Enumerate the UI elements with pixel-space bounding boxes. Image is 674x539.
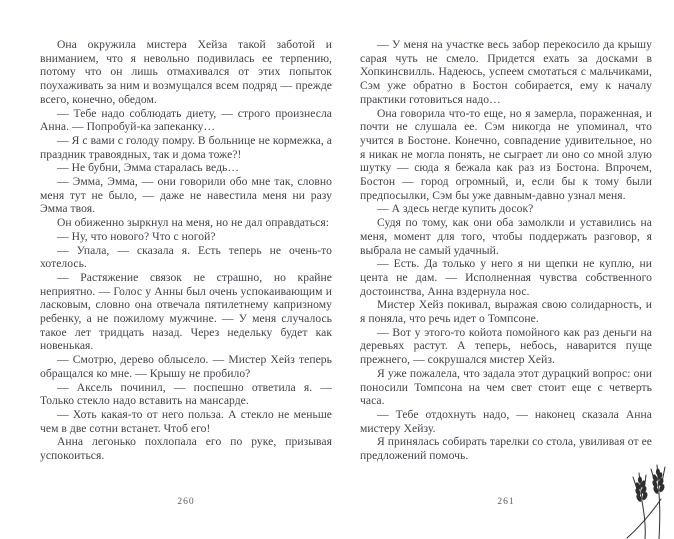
page-left-text <box>40 38 332 463</box>
paragraph: — Я с вами с голоду помру. В больнице не кормежка, а праздник травоядных, так и дома тоже?! <box>40 133 332 161</box>
paragraph: — Хоть какая-то от него польза. А стекло не меньше чем в две сотни встанет. Чтоб его! <box>40 407 332 435</box>
paragraph: — Тебе отдохнуть надо, — наконец сказала Анна мистеру Хейзу. <box>360 407 652 435</box>
paragraph: Она говорила что-то еще, но я замерла, пораженная, и почти не слушала ее. Сэм никогда не упоминал, что учится в Бостоне. Конечно, совпадение удивительное, но я никак не могла понять, не сыграет ли оно со мной злую шутку — сюда я бежала как раз из Бостона. Впрочем, Бостон — город огромный, и, если бы к тому были предпосылки, Сэм бы уже давным-давно узнал меня. <box>360 106 652 202</box>
page-right-text <box>360 38 652 463</box>
paragraph: — Вот у этого-то койота помойного как раз деньги на деревьях растут. А теперь, небось, наварится пуще прежнего, — сокрушался мистер Хейз. <box>360 325 652 367</box>
paragraph: — Аксель починил, — поспешно ответила я. — Только стекло надо вставить на мансарде. <box>40 380 332 408</box>
paragraph: — У меня на участке весь забор перекосило да крышу сарая чуть не смело. Придется ехать за досками в Хопкинсвилль. Надеюсь, успеем смотаться с мальчиками, Сэм уже обратно в Бостон собирается, ему к началу практики готовиться надо… <box>360 38 652 106</box>
paragraph: — Не бубни, Эмма старалась ведь… <box>57 161 239 175</box>
paragraph: Мистер Хейз покивал, выражая свою солидарность, и я поняла, что речь идет о Томпсоне. <box>360 298 652 326</box>
paragraph: Я принялась собирать тарелки со стола, увиливая от ее предложений помочь. <box>360 435 652 463</box>
paragraph: — Эмма, Эмма, — они говорили обо мне так, словно меня тут не было, — даже не навестила меня ни разу Эмма твоя. <box>40 175 332 216</box>
paragraph: — Упала, — сказала я. Есть теперь не очень-то хотелось. <box>40 243 332 271</box>
paragraph: — Растяжение связок не страшно, но крайне неприятно. — Голос у Анны был очень успокаивающим и ласковым, словно она отвечала пятилетнему капризному ребенку, а не пожилому мужчине. — У меня случалось такое лет тридцать назад. Через недельку будет как новенькая. <box>40 270 332 353</box>
wheat-ears-icon <box>615 455 671 539</box>
paragraph: Он обиженно зыркнул на меня, но не дал оправдаться: <box>57 216 329 230</box>
paragraph: — А здесь негде купить досок? <box>377 202 534 216</box>
page-left <box>40 0 332 539</box>
page-number-right: 261 <box>497 497 515 507</box>
page-number-left: 260 <box>177 497 195 507</box>
paragraph: — Ну, что нового? Что с ногой? <box>57 229 216 243</box>
paragraph: — Есть. Да только у него я ни щепки не куплю, ни цента не дам. — Исполненная чувства собственного достоинства, Анна вздернула нос. <box>360 257 652 298</box>
paragraph: — Тебе надо соблюдать диету, — строго произнесла Анна. — Попробуй-ка запеканку… <box>40 106 332 134</box>
page-right <box>360 0 652 539</box>
paragraph: Судя по тому, как они оба замолкли и уставились на меня, момент для того, чтобы поддержать разговор, я выбрала не самый удачный. <box>360 216 652 257</box>
paragraph: Я уже пожалела, что задала этот дурацкий вопрос: они поносили Томпсона на чем свет стоит еще с четверть часа. <box>360 366 652 408</box>
paragraph: Она окружила мистера Хейза такой заботой и вниманием, что я невольно подивилась ее терпению, потому что он лишь отмахивался от этих попыток поухаживать за ним и возмущался всем подряд — прежде всего, конечно, обедом. <box>40 38 332 106</box>
paragraph: Анна легонько похлопала его по руке, призывая успокоиться. <box>40 435 332 463</box>
paragraph: — Смотрю, дерево облысело. — Мистер Хейз теперь обращался ко мне. — Крышу не пробило? <box>40 353 332 380</box>
